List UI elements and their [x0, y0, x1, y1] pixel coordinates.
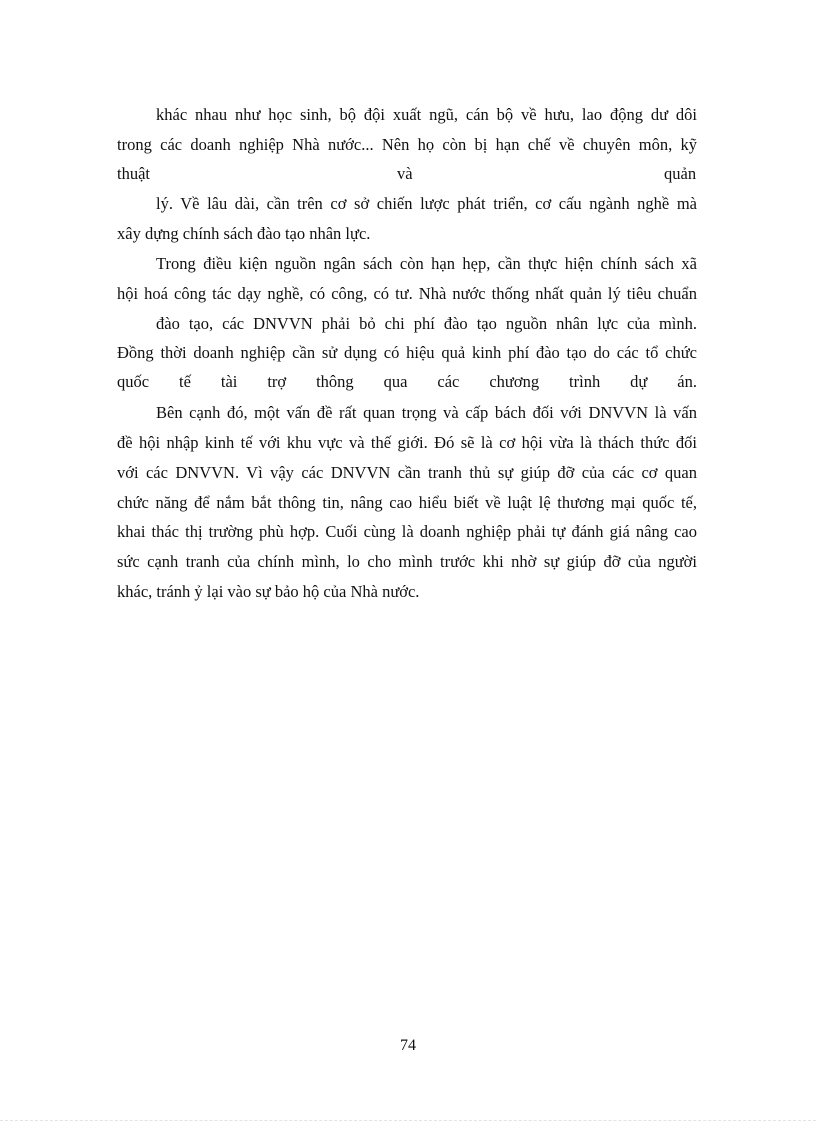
text-line: trong các doanh nghiệp Nhà nước... Nên họ còn bị hạn chế về chuyên môn, kỹ	[117, 135, 697, 154]
text-line: đào tạo, các DNVVN phải bỏ chi phí đào tạo nguồn nhân lực của mình.	[156, 314, 697, 333]
page-bottom-divider	[0, 1120, 816, 1121]
text-line: xây dựng chính sách đào tạo nhân lực.	[117, 224, 371, 243]
text-line: chức năng để nắm bắt thông tin, nâng cao hiểu biết về luật lệ thương mại quốc tế,	[117, 493, 697, 512]
text-line: khai thác thị trường phù hợp. Cuối cùng là doanh nghiệp phải tự đánh giá nâng cao	[117, 522, 697, 541]
text-line: Đồng thời doanh nghiệp cần sử dụng có hiệu quả kinh phí đào tạo do các tổ chức	[117, 343, 697, 362]
text-line: và	[397, 164, 413, 183]
text-line: Bên cạnh đó, một vấn đề rất quan trọng và cấp bách đối với DNVVN là vấn	[156, 403, 697, 422]
text-line: Trong điều kiện nguồn ngân sách còn hạn hẹp, cần thực hiện chính sách xã	[156, 254, 697, 273]
text-line: quốc tế tài trợ thông qua các chương trình dự án.	[117, 372, 697, 391]
text-line: khác, tránh ỷ lại vào sự bảo hộ của Nhà nước.	[117, 582, 420, 601]
text-line: thuật	[117, 164, 150, 183]
text-line: đề hội nhập kinh tế với khu vực và thế giới. Đó sẽ là cơ hội vừa là thách thức đối	[117, 433, 697, 452]
text-line: khác nhau như học sinh, bộ đội xuất ngũ, cán bộ về hưu, lao động dư dôi	[156, 105, 697, 124]
text-line: quản	[664, 164, 697, 183]
text-line: hội hoá công tác dạy nghề, có công, có tư. Nhà nước thống nhất quản lý tiêu chuẩn	[117, 284, 697, 303]
text-line: lý. Về lâu dài, cần trên cơ sở chiến lược phát triển, cơ cấu ngành nghề mà	[156, 194, 697, 213]
page-number: 74	[400, 1037, 416, 1054]
text-line: với các DNVVN. Vì vậy các DNVVN cần tranh thủ sự giúp đỡ của các cơ quan	[117, 463, 697, 482]
text-line: sức cạnh tranh của chính mình, lo cho mình trước khi nhờ sự giúp đỡ của người	[117, 552, 697, 571]
